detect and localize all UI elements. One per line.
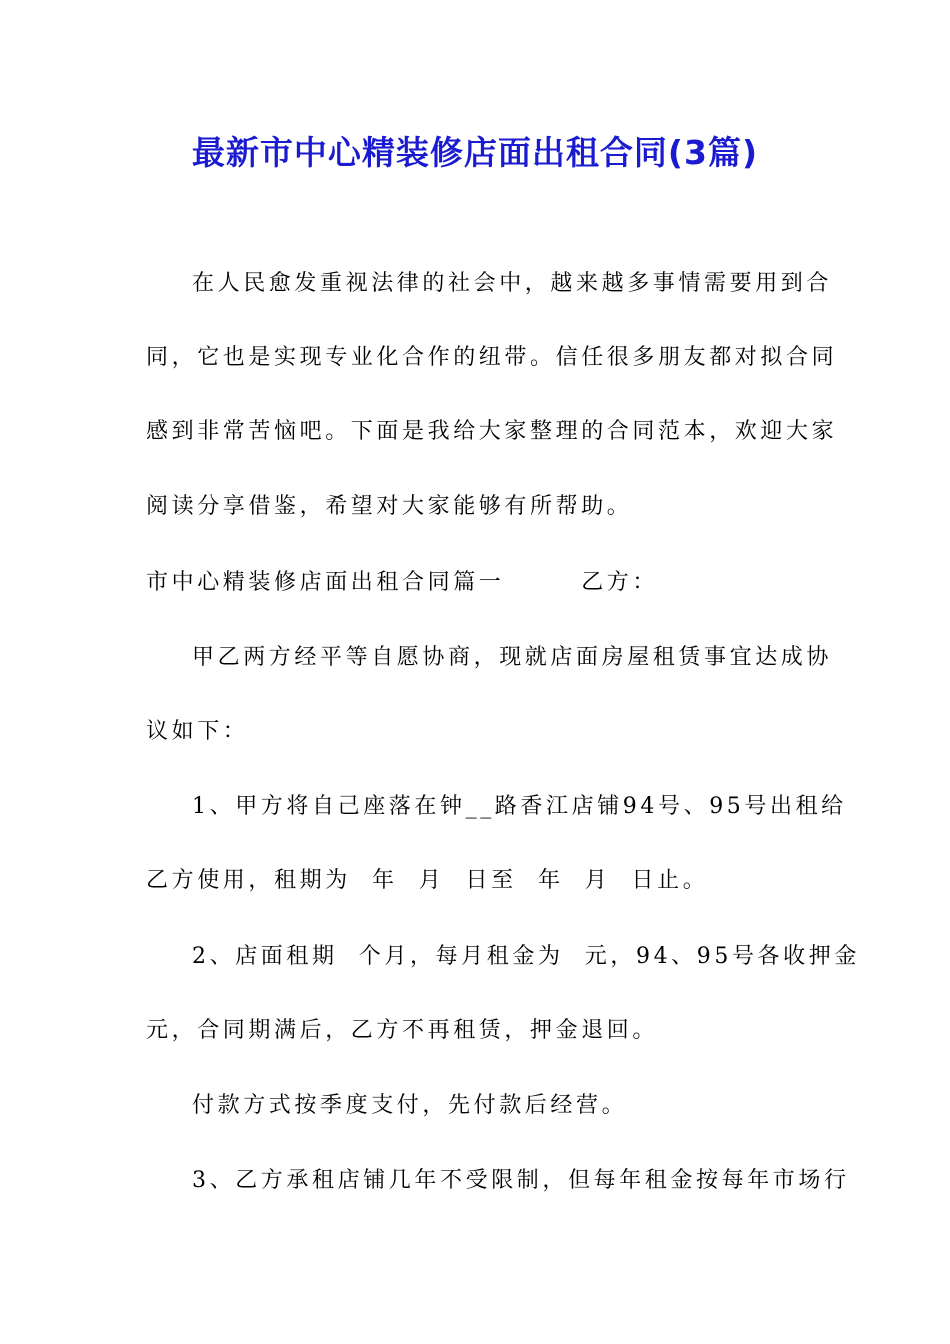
section-heading: 市中心精装修店面出租合同篇一 乙方： [146,570,659,595]
paragraph-line: 在人民愈发重视法律的社会中，越来越多事情需要用到合 [192,271,833,296]
paragraph-line: 同，它也是实现专业化合作的纽带。信任很多朋友都对拟合同 [146,345,838,370]
clause-line: 乙方使用，租期为 年 月 日至 年 月 日止。 [146,868,709,893]
clause-line: 3、乙方承租店铺几年不受限制，但每年租金按每年市场行 [192,1168,850,1193]
paragraph-line: 甲乙两方经平等自愿协商，现就店面房屋租赁事宜达成协 [192,645,833,670]
paragraph-line: 阅读分享借鉴，希望对大家能够有所帮助。 [146,494,633,519]
clause-line: 2、店面租期 个月，每月租金为 元，94、95号各收押金 [192,944,860,969]
paragraph-line: 议如下： [146,719,249,744]
clause-line: 1、甲方将自己座落在钟__路香江店铺94号、95号出租给 [192,794,847,819]
paragraph-line: 感到非常苦恼吧。下面是我给大家整理的合同范本，欢迎大家 [146,419,838,444]
clause-line: 元，合同期满后，乙方不再租赁，押金退回。 [146,1018,659,1043]
paragraph-line: 付款方式按季度支付，先付款后经营。 [192,1093,628,1118]
document-title: 最新市中心精装修店面出租合同(3篇) [191,133,759,172]
